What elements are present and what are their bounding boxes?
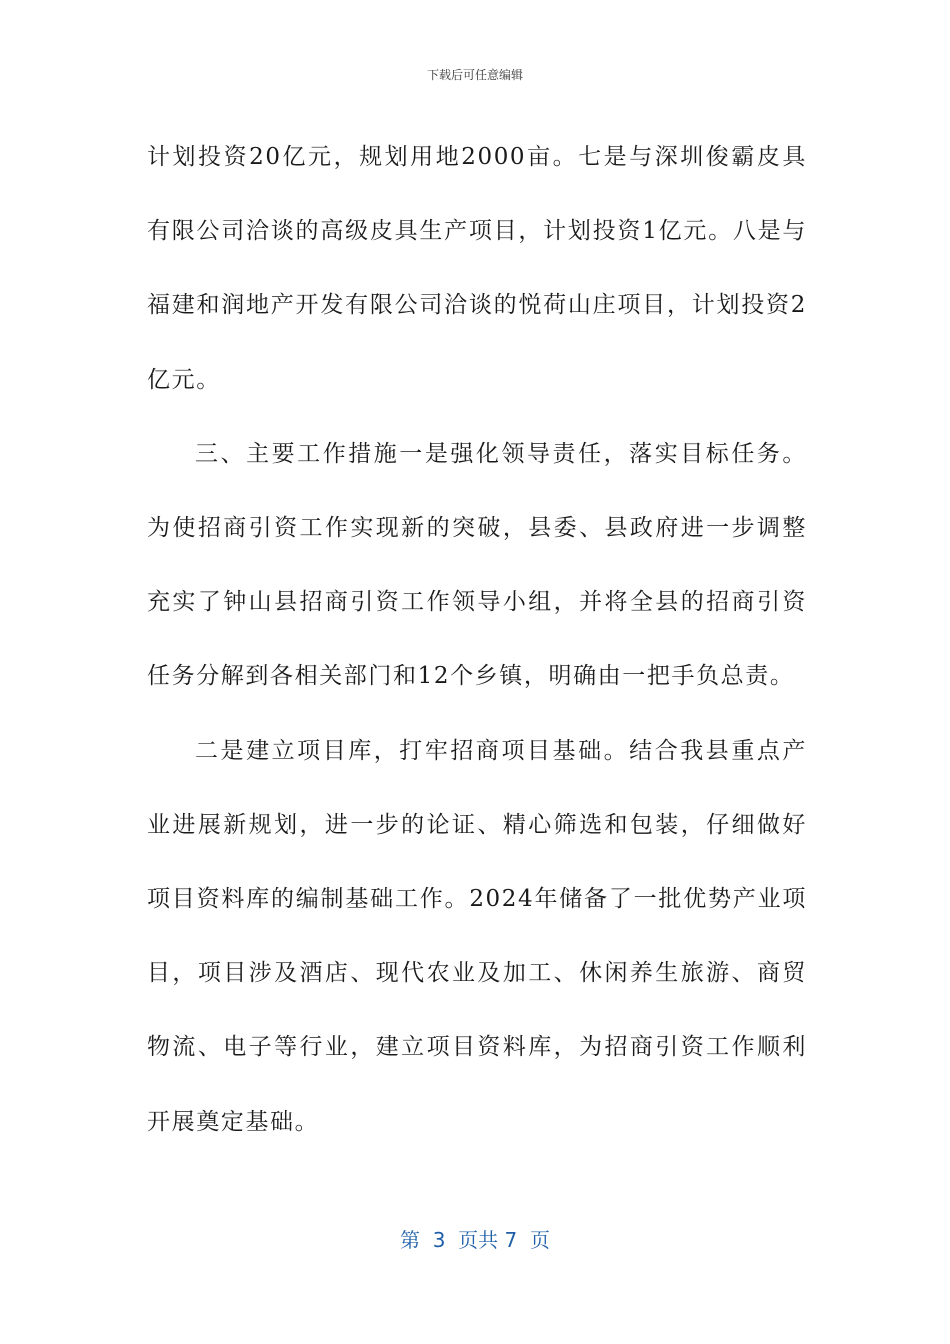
page-number: 第 3 页共 7 页 [400,1228,550,1252]
paragraph-projects: 计划投资20亿元，规划用地2000亩。七是与深圳俊霸皮具有限公司洽谈的高级皮具生产项目，计划投资1亿元。八是与福建和润地产开发有限公司洽谈的悦荷山庄项目，计划投资2亿元。 [147,144,807,393]
paragraph-project-library: 二是建立项目库，打牢招商项目基础。结合我县重点产业进展新规划，进一步的论证、精心筛选和包装，仔细做好项目资料库的编制基础工作。2024年储备了一批优势产业项目，项目涉及酒店、现代农业及加工、休闲养生旅游、商贸物流、电子等行业，建立项目资料库，为招商引资工作顺利开展奠定基础。 [147,737,807,1135]
paragraph-measures-leadership: 三、主要工作措施一是强化领导责任，落实目标任务。为使招商引资工作实现新的突破，县委、县政府进一步调整充实了钟山县招商引资工作领导小组，并将全县的招商引资任务分解到各相关部门和12个乡镇，明确由一把手负总责。 [147,440,807,690]
document-body [147,120,807,1159]
header-note: 下载后可任意编辑 [426,68,523,82]
